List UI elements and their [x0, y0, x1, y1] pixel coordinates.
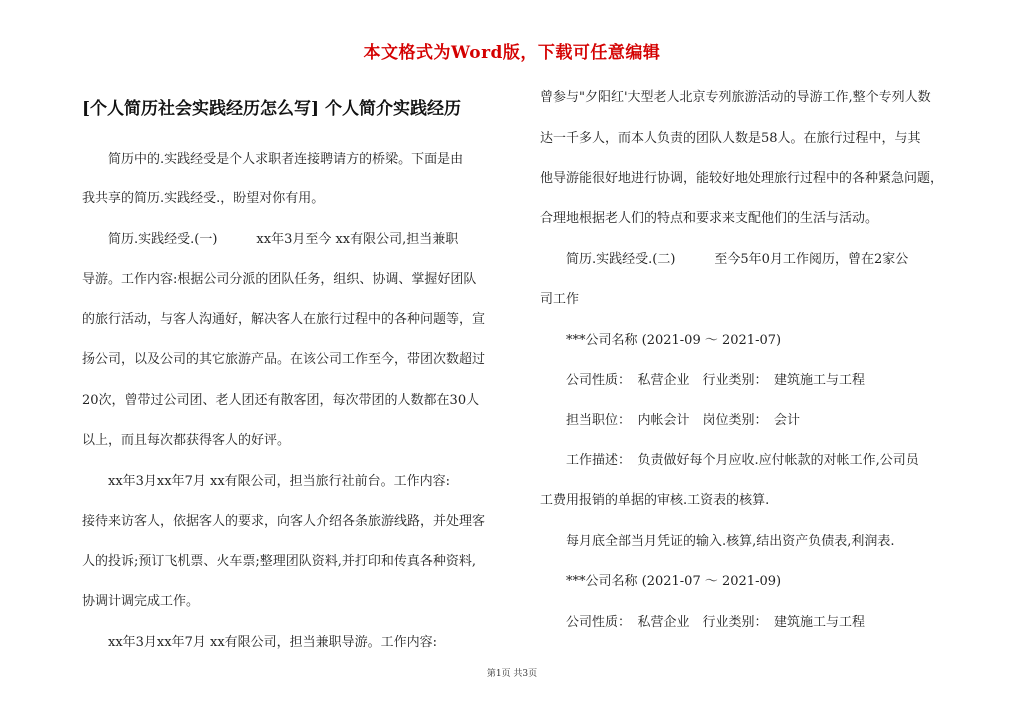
left-line-1: 简历中的.实践经受是个人求职者连接聘请方的桥梁。下面是由 — [82, 152, 464, 167]
right-line-7: ***公司名称 (2021-09 ～ 2021-07) — [540, 333, 782, 348]
right-column — [540, 0, 975, 723]
right-line-14: 公司性质： 私营企业 行业类别： 建筑施工与工程 — [540, 615, 866, 630]
left-column — [82, 0, 510, 723]
left-line-11: 人的投诉;预订飞机票、火车票;整理团队资料,并打印和传真各种资料, — [82, 554, 477, 569]
left-line-10: 接待来访客人，依据客人的要求，向客人介绍各条旅游线路，并处理客 — [82, 514, 486, 529]
left-line-7: 20次，曾带过公司团、老人团还有散客团，每次带团的人数都在30人 — [82, 393, 480, 408]
left-line-12: 协调计调完成工作。 — [82, 594, 200, 609]
left-line-3: 简历.实践经受.(一) xx年3月至今 xx有限公司,担当兼职 — [82, 232, 459, 247]
right-line-2: 达一千多人，而本人负责的团队人数是58人。在旅行过程中，与其 — [540, 131, 921, 146]
left-line-4: 导游。工作内容:根据公司分派的团队任务，组织、协调、掌握好团队 — [82, 272, 477, 287]
right-line-12: 每月底全部当月凭证的输入.核算,结出资产负债表,利润表. — [540, 534, 895, 549]
document-title: [个人简历社会实践经历怎么写] 个人简介实践经历 — [82, 99, 462, 119]
right-line-13: ***公司名称 (2021-07 ～ 2021-09) — [540, 574, 782, 589]
word-format-banner: 本文格式为Word版，下载可任意编辑 — [363, 43, 661, 63]
page-number-footer: 第1页 共3页 — [486, 669, 538, 679]
left-line-5: 的旅行活动，与客人沟通好，解决客人在旅行过程中的各种问题等，宣 — [82, 312, 486, 327]
right-line-1: 曾参与"夕阳红'大型老人北京专列旅游活动的导游工作,整个专列人数 — [540, 90, 931, 105]
right-line-4: 合理地根据老人们的特点和要求来支配他们的生活与活动。 — [540, 211, 879, 226]
right-line-10: 工作描述： 负责做好每个月应收.应付帐款的对帐工作,公司员 — [540, 453, 919, 468]
right-line-3: 他导游能很好地进行协调，能较好地处理旅行过程中的各种紧急问题， — [540, 171, 944, 186]
left-line-6: 扬公司，以及公司的其它旅游产品。在该公司工作至今，带团次数超过 — [82, 352, 486, 367]
left-line-8: 以上，而且每次都获得客人的好评。 — [82, 433, 291, 448]
right-line-9: 担当职位： 内帐会计 岗位类别： 会计 — [540, 413, 801, 428]
left-line-9: xx年3月xx年7月 xx有限公司，担当旅行社前台。工作内容: — [82, 474, 451, 489]
right-line-5: 简历.实践经受.(二) 至今5年0月工作阅历，曾在2家公 — [540, 252, 909, 267]
right-line-6: 司工作 — [540, 292, 580, 307]
left-line-13: xx年3月xx年7月 xx有限公司，担当兼职导游。工作内容: — [82, 635, 438, 650]
right-line-11: 工费用报销的单据的审核.工资表的核算. — [540, 493, 770, 508]
left-line-2: 我共享的简历.实践经受.，盼望对你有用。 — [82, 191, 325, 206]
right-line-8: 公司性质： 私营企业 行业类别： 建筑施工与工程 — [540, 373, 866, 388]
